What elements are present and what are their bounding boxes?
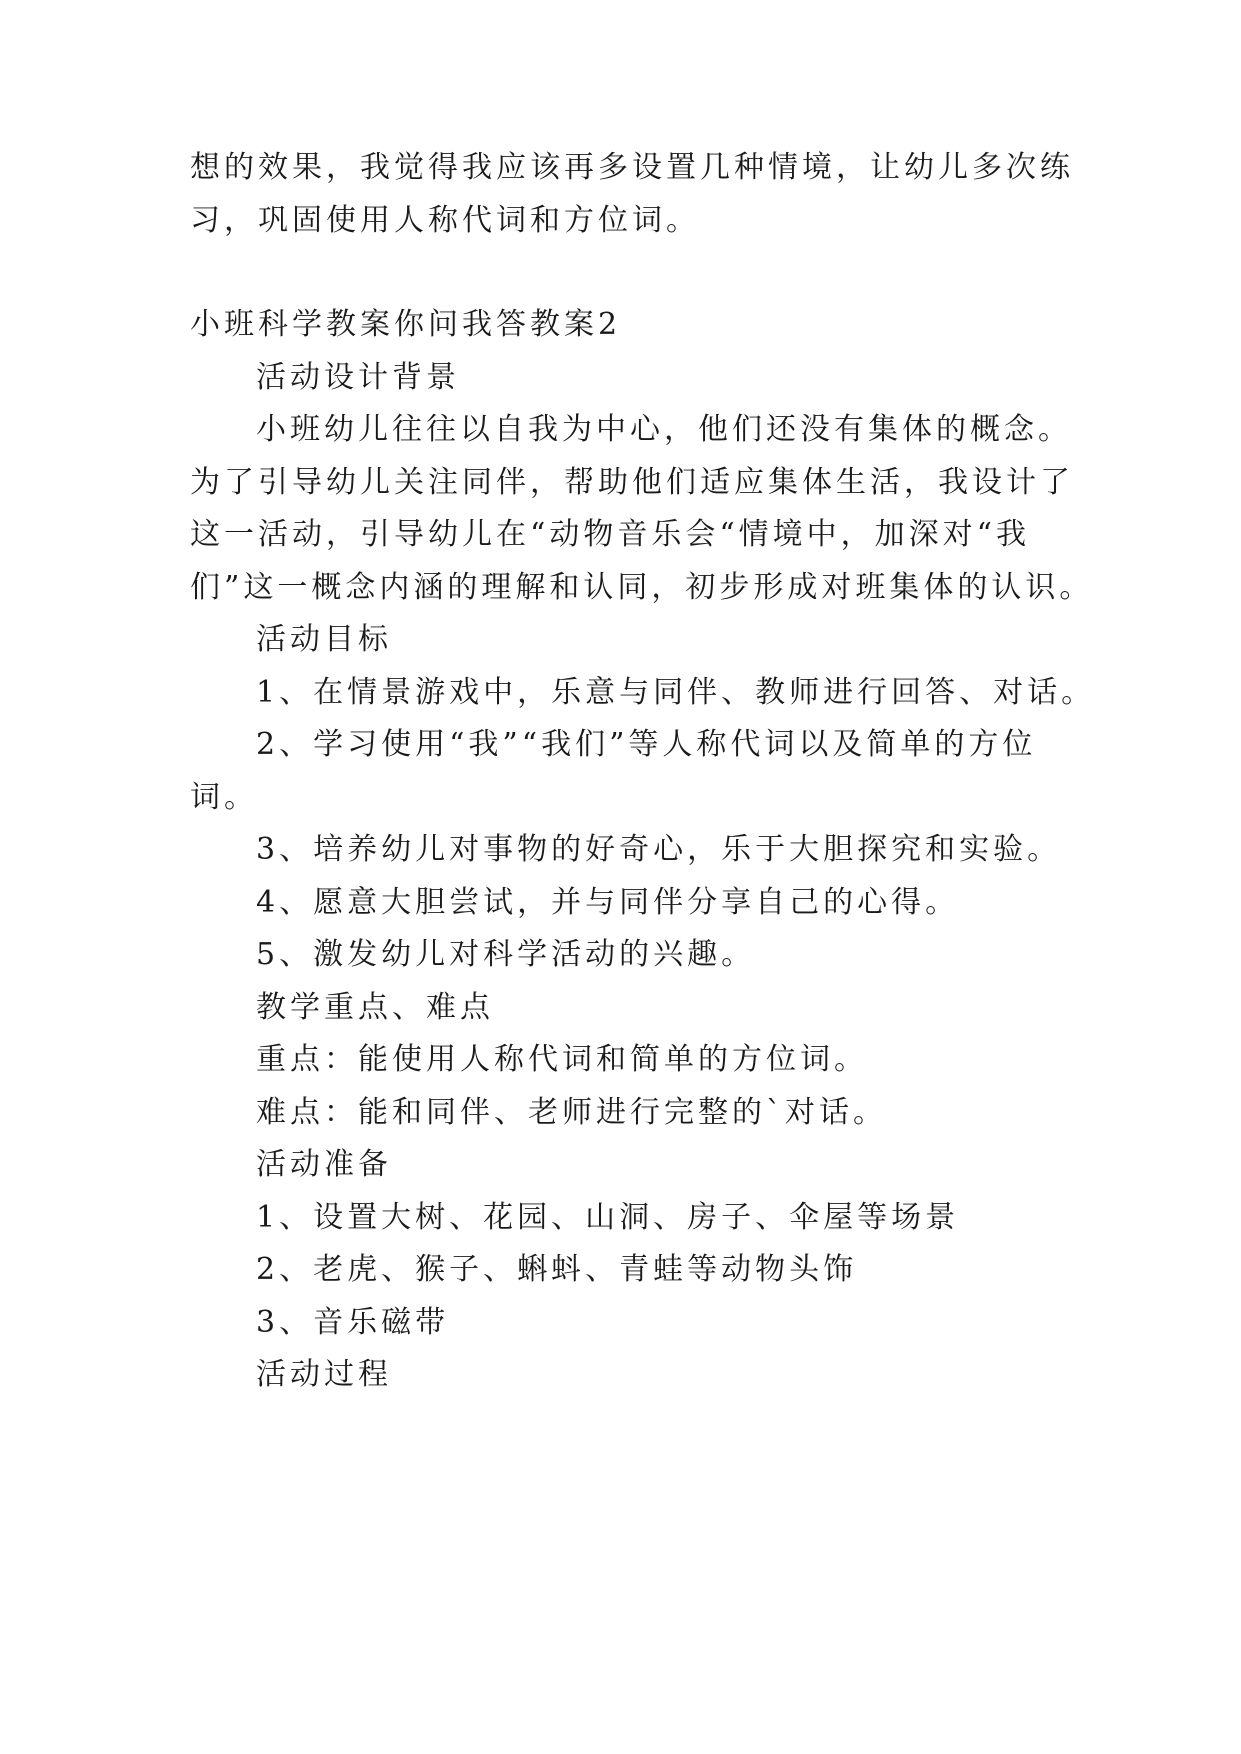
background-line-3: 这一活动，引导幼儿在“动物音乐会“情境中，加深对“我 (190, 517, 1031, 552)
difficulty-point: 难点：能和同伴、老师进行完整的`对话。 (256, 1095, 887, 1130)
intro-line-1: 想的效果，我觉得我应该再多设置几种情境，让幼儿多次练 (190, 150, 1074, 185)
preparation-item-3: 3、音乐磁带 (256, 1305, 450, 1340)
intro-line-2: 习，巩固使用人称代词和方位词。 (190, 203, 700, 238)
key-points-heading: 教学重点、难点 (256, 990, 494, 1025)
background-line-1: 小班幼儿往往以自我为中心，他们还没有集体的概念。 (256, 412, 1072, 447)
goal-item-3: 3、培养幼儿对事物的好奇心，乐于大胆探究和实验。 (256, 832, 1062, 867)
preparation-heading: 活动准备 (256, 1147, 392, 1182)
background-heading: 活动设计背景 (256, 360, 460, 395)
key-point: 重点：能使用人称代词和简单的方位词。 (256, 1042, 868, 1077)
goal-item-2: 2、学习使用“我”“我们”等人称代词以及简单的方位 (256, 727, 1037, 762)
goal-item-2-cont: 词。 (190, 780, 258, 815)
process-heading: 活动过程 (256, 1357, 392, 1392)
goals-heading: 活动目标 (256, 622, 392, 657)
goal-item-5: 5、激发幼儿对科学活动的兴趣。 (256, 937, 756, 972)
goal-item-1: 1、在情景游戏中，乐意与同伴、教师进行回答、对话。 (256, 675, 1096, 710)
preparation-item-1: 1、设置大树、花园、山洞、房子、伞屋等场景 (256, 1200, 960, 1235)
document-title: 小班科学教案你问我答教案2 (190, 307, 622, 342)
goal-item-4: 4、愿意大胆尝试，并与同伴分享自己的心得。 (256, 885, 960, 920)
background-line-2: 为了引导幼儿关注同伴，帮助他们适应集体生活，我设计了 (190, 465, 1074, 500)
background-line-4: 们”这一概念内涵的理解和认同，初步形成对班集体的认识。 (190, 570, 1094, 605)
preparation-item-2: 2、老虎、猴子、蝌蚪、青蛙等动物头饰 (256, 1252, 858, 1287)
